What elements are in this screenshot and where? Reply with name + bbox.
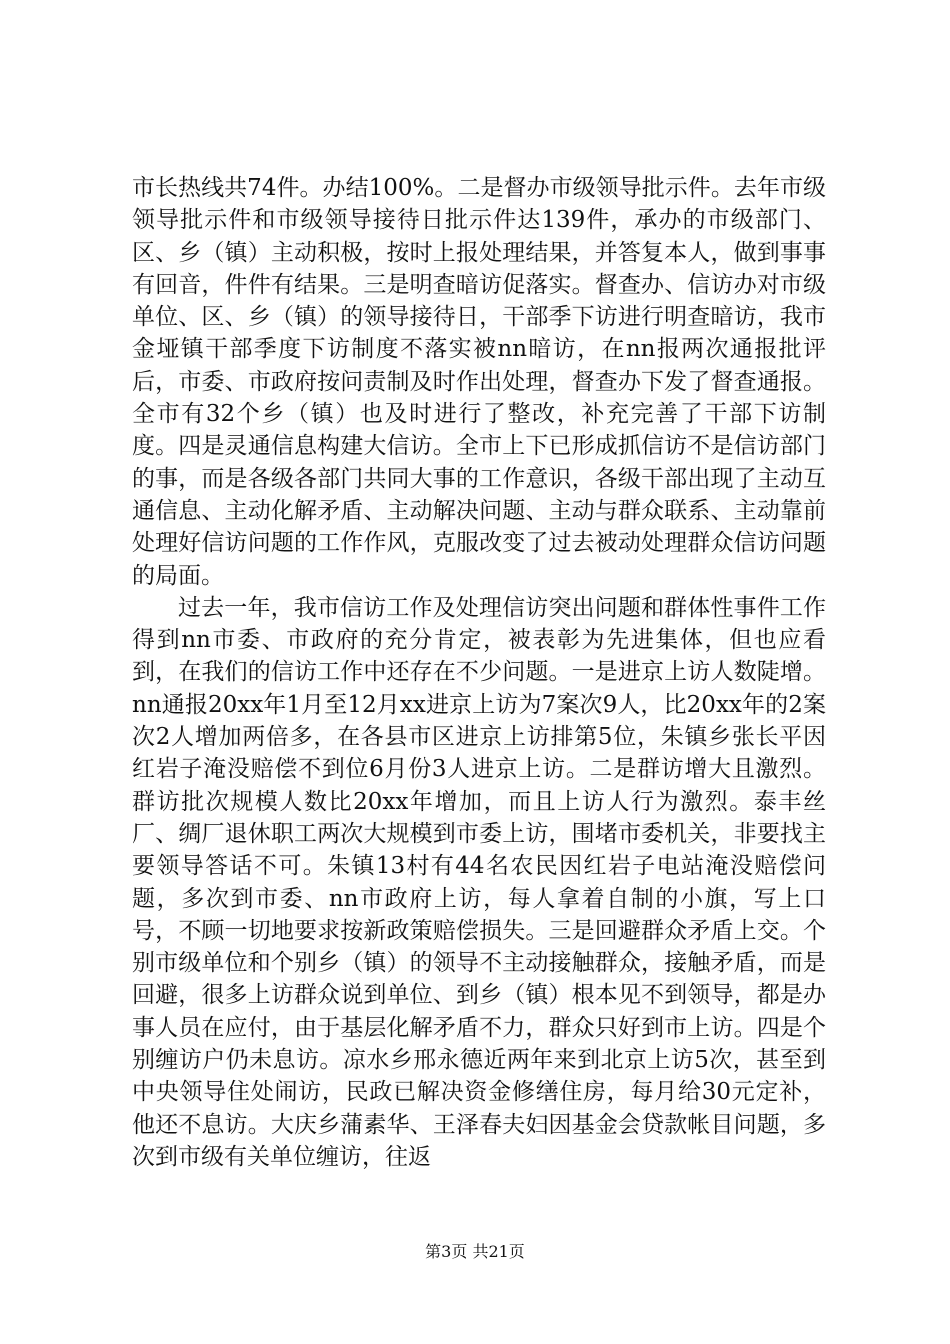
document-body <box>132 172 826 1173</box>
page-footer: 第3页 共21页 <box>425 1242 525 1261</box>
paragraph-1: 市长热线共74件。办结100%。二是督办市级领导批示件。去年市级领导批示件和市级领导接待日批示件达139件，承办的市级部门、区、乡（镇）主动积极，按时上报处理结果，并答复本人，做到事事有回音，件件有结果。三是明查暗访促落实。督查办、信访办对市级单位、区、乡（镇）的领导接待日，干部季下访进行明查暗访，我市金垭镇干部季度下访制度不落实被nn暗访，在nn报两次通报批评后，市委、市政府按问责制及时作出处理，督查办下发了督查通报。全市有32个乡（镇）也及时进行了整改，补充完善了干部下访制度。四是灵通信息构建大信访。全市上下已形成抓信访不是信访部门的事，而是各级各部门共同大事的工作意识，各级干部出现了主动互通信息、主动化解矛盾、主动解决问题、主动与群众联系、主动靠前处理好信访问题的工作作风，克服改变了过去被动处理群众信访问题的局面。 <box>132 175 826 589</box>
paragraph-2: 过去一年，我市信访工作及处理信访突出问题和群体性事件工作得到nn市委、市政府的充分肯定，被表彰为先进集体，但也应看到，在我们的信访工作中还存在不少问题。一是进京上访人数陡增。nn通报20xx年1月至12月xx进京上访为7案次9人，比20xx年的2案次2人增加两倍多，在各县市区进京上访排第5位，朱镇乡张长平因红岩子淹没赔偿不到位6月份3人进京上访。二是群访增大且激烈。群访批次规模人数比20xx年增加，而且上访人行为激烈。泰丰丝厂、绸厂退休职工两次大规模到市委上访，围堵市委机关，非要找主要领导答话不可。朱镇13村有44名农民因红岩子电站淹没赔偿问题，多次到市委、nn市政府上访，每人拿着自制的小旗，写上口号，不顾一切地要求按新政策赔偿损失。三是回避群众矛盾上交。个别市级单位和个别乡（镇）的领导不主动接触群众，接触矛盾，而是回避，很多上访群众说到单位、到乡（镇）根本见不到领导，都是办事人员在应付，由于基层化解矛盾不力，群众只好到市上访。四是个别缠访户仍未息访。凉水乡邢永德近两年来到北京上访5次，甚至到中央领导住处闹访，民政已解决资金修缮住房，每月给30元定补，他还不息访。大庆乡蒲素华、王泽春夫妇因基金会贷款帐目问题，多次到市级有关单位缠访，往返 <box>132 594 826 1170</box>
